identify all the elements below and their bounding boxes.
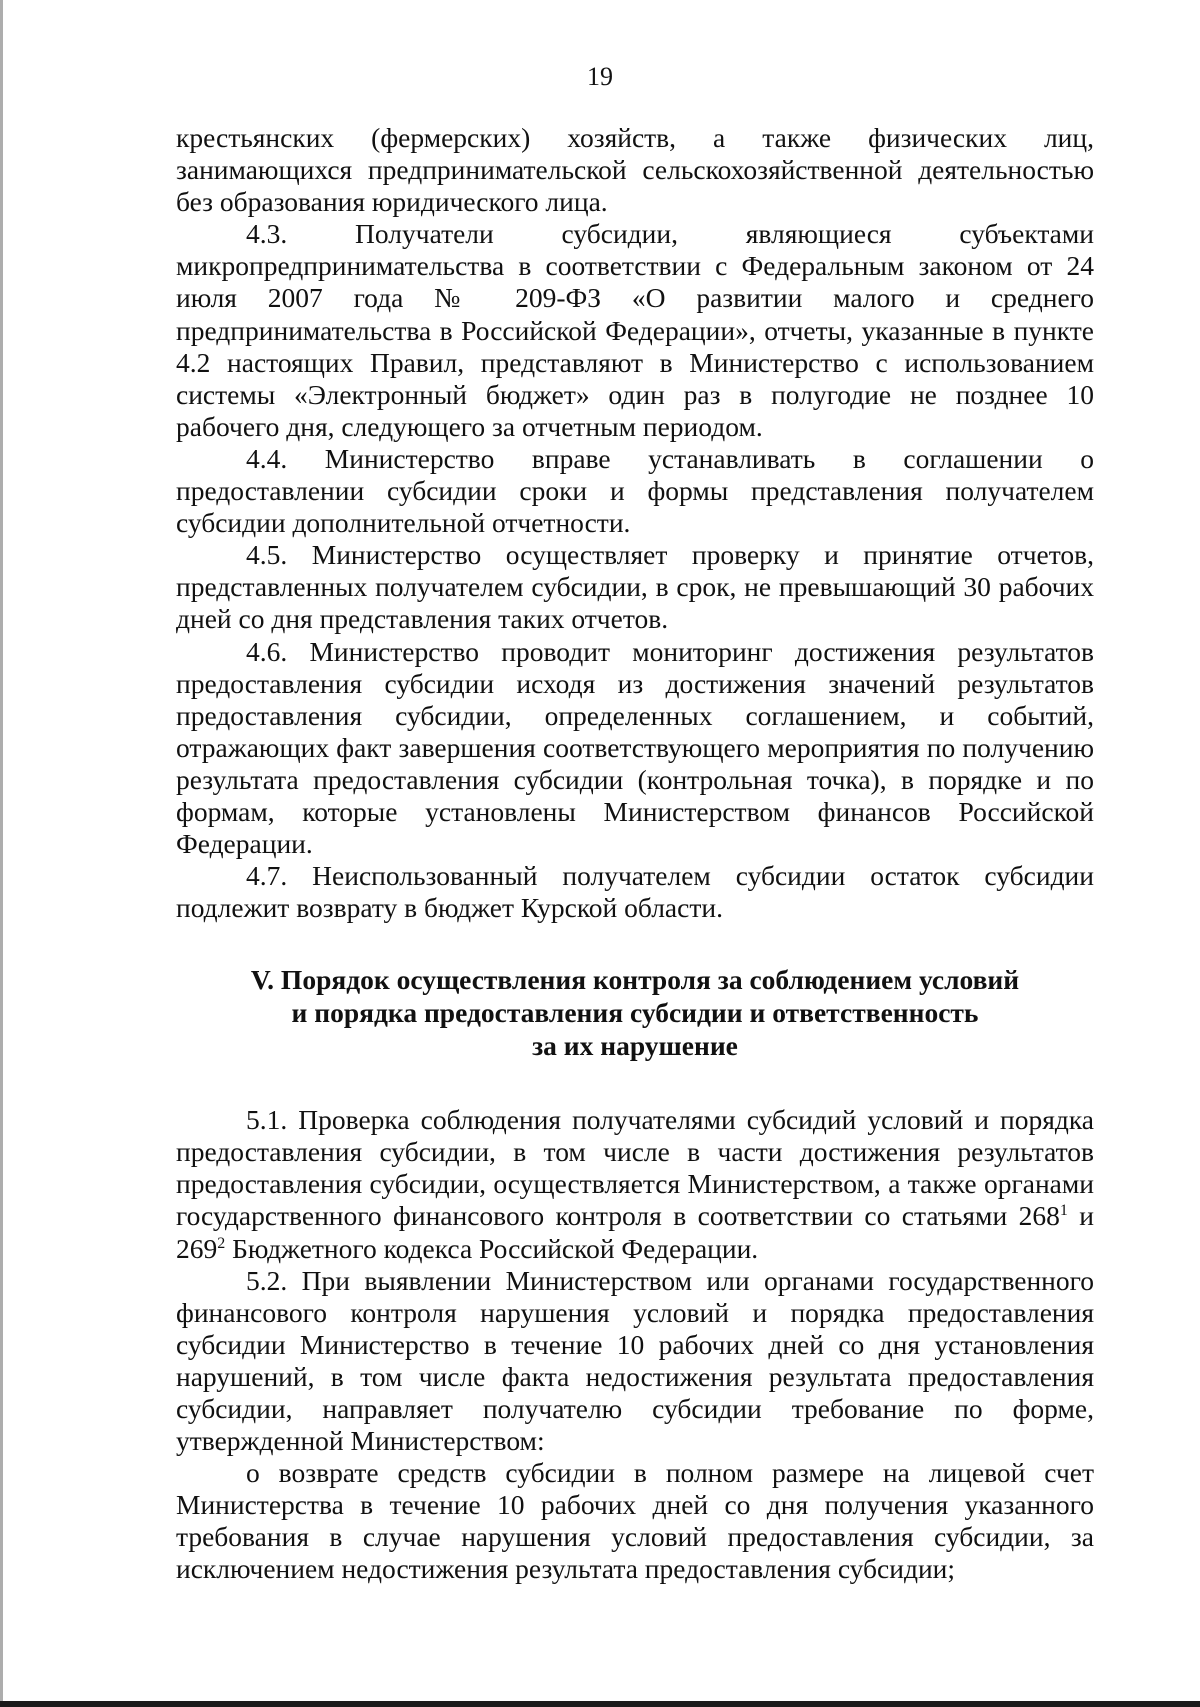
superscript-1: 1 (1059, 1202, 1068, 1220)
scan-edge-bottom (0, 1701, 1200, 1707)
paragraph-5-1-text-a: 5.1. Проверка соблюдения получателями субсидий условий и порядка предоставления субсидии, в том числе в части достижения результатов предоставления субсидии, осуществляется Министерством, а также органами государственного финансового контроля в соответствии со статьями 268 (176, 1104, 1094, 1232)
paragraph-5-1-text-c: Бюджетного кодекса Российской Федерации. (225, 1232, 759, 1264)
paragraph-5-1-text-b: и 269 (176, 1200, 1094, 1264)
section-heading-line-1: V. Порядок осуществления контроля за соблюдением условий (250, 964, 1020, 996)
paragraph-5-1 (176, 1104, 1094, 1264)
page-number: 19 (587, 62, 613, 91)
superscript-2: 2 (217, 1234, 226, 1252)
paragraph-4-3: 4.3. Получатели субсидии, являющиеся субъектами микропредпринимательства в соответствии с Федеральным законом от 24 июля 2007 года № 209-ФЗ «О развитии малого и среднего предпринимательства в Российской Федерации», отчеты, указанные в пункте 4.2 настоящих Правил, представляют в Министерство с использованием системы «Электронный бюджет» один раз в полугодие не позднее 10 рабочего дня, следующего за отчетным периодом. (176, 218, 1094, 442)
paragraph-4-5: 4.5. Министерство осуществляет проверку и принятие отчетов, представленных получателем субсидии, в срок, не превышающий 30 рабочих дней со дня представления таких отчетов. (176, 539, 1094, 635)
scan-edge-left (0, 0, 3, 1707)
paragraph-continuation: крестьянских (фермерских) хозяйств, а также физических лиц, занимающихся предпринимательской сельскохозяйственной деятельностью без образования юридического лица. (176, 122, 1094, 218)
paragraph-refund-clause: о возврате средств субсидии в полном размере на лицевой счет Министерства в течение 10 рабочих дней со дня получения указанного требования в случае нарушения условий предоставления субсидии, за исключением недостижения результата предоставления субсидии; (176, 1457, 1094, 1585)
paragraph-4-6: 4.6. Министерство проводит мониторинг достижения результатов предоставления субсидии исходя из достижения значений результатов предоставления субсидии, определенных соглашением, и событий, отражающих факт завершения соответствующего мероприятия по получению результата предоставления субсидии (контрольная точка), в порядке и по формам, которые установлены Министерством финансов Российской Федерации. (176, 635, 1094, 860)
paragraph-5-2: 5.2. При выявлении Министерством или органами государственного финансового контроля нарушения условий и порядка предоставления субсидии Министерство в течение 10 рабочих дней со дня установления нарушений, в том числе факта недостижения результата предоставления субсидии, направляет получателю субсидии требование по форме, утвержденной Министерством: (176, 1264, 1094, 1457)
paragraph-4-4: 4.4. Министерство вправе устанавливать в соглашении о предоставлении субсидии сроки и формы представления получателем субсидии дополнительной отчетности. (176, 442, 1094, 539)
paragraph-4-7: 4.7. Неиспользованный получателем субсидии остаток субсидии подлежит возврату в бюджет Курской области. (176, 860, 1094, 924)
section-heading (176, 964, 1094, 1062)
document-body (176, 122, 1094, 1586)
section-heading-line-2: и порядка предоставления субсидии и ответственность (291, 996, 979, 1028)
section-heading-line-3: за их нарушение (532, 1029, 738, 1061)
